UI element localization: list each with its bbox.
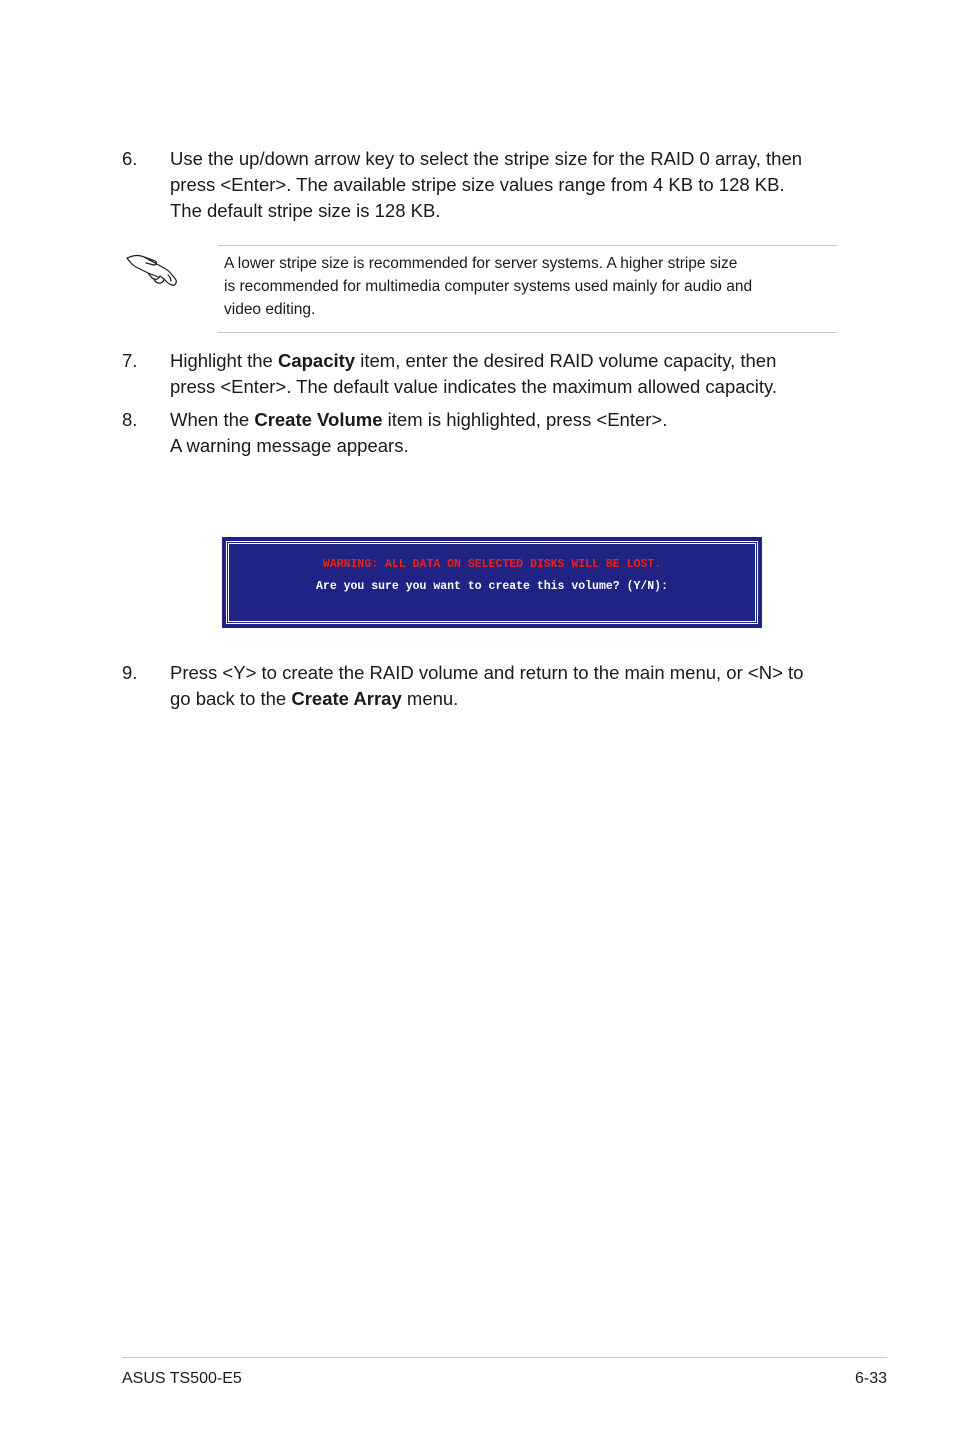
step-text: Highlight the — [170, 350, 278, 371]
step-text-line: The default stripe size is 128 KB. — [170, 200, 441, 221]
step-number: 8. — [122, 409, 138, 430]
step-8 — [122, 407, 842, 459]
note-line: A lower stripe size is recommended for server systems. A higher stripe size — [224, 255, 738, 272]
step-body — [170, 660, 842, 712]
step-text: item is highlighted, press <Enter>. — [382, 409, 668, 430]
step-text-line — [170, 686, 842, 712]
footer-page-number: 6-33 — [854, 1370, 887, 1387]
step-number: 7. — [122, 350, 138, 371]
bios-warning-dialog — [222, 537, 762, 628]
pointing-hand-icon — [124, 248, 180, 292]
step-text-line: Use the up/down arrow key to select the stripe size for the RAID 0 array, then — [170, 148, 803, 169]
step-6 — [122, 146, 842, 224]
step-text: When the — [170, 409, 255, 430]
menu-item-capacity: Capacity — [277, 350, 356, 371]
step-body — [170, 407, 842, 459]
step-text-line: press <Enter>. The default value indicates the maximum allowed capacity. — [170, 376, 778, 397]
step-number: 9. — [122, 662, 138, 683]
step-body — [170, 348, 842, 400]
step-number: 6. — [122, 148, 138, 169]
warning-message: WARNING: ALL DATA ON SELECTED DISKS WILL BE LOST. — [322, 558, 662, 571]
footer-product-name: ASUS TS500-E5 — [122, 1370, 242, 1387]
step-body — [170, 146, 842, 224]
step-text: go back to the — [170, 688, 292, 709]
footer-divider — [122, 1357, 887, 1358]
step-text-line — [170, 348, 842, 374]
step-text-line: A warning message appears. — [170, 435, 409, 456]
step-text-line: press <Enter>. The available stripe size values range from 4 KB to 128 KB. — [170, 174, 785, 195]
note-text — [224, 252, 824, 321]
step-9 — [122, 660, 842, 712]
menu-item-create-array: Create Array — [291, 688, 402, 709]
step-text-line — [170, 407, 842, 433]
menu-item-create-volume: Create Volume — [254, 409, 383, 430]
confirm-prompt: Are you sure you want to create this volume? (Y/N): — [316, 580, 668, 593]
note-line: video editing. — [224, 301, 316, 318]
note-box — [218, 245, 837, 333]
step-text: item, enter the desired RAID volume capacity, then — [355, 350, 777, 371]
step-text-line: Press <Y> to create the RAID volume and return to the main menu, or <N> to — [170, 662, 804, 683]
note-line: is recommended for multimedia computer systems used mainly for audio and — [224, 278, 753, 295]
step-7 — [122, 348, 842, 400]
step-text: menu. — [401, 688, 459, 709]
